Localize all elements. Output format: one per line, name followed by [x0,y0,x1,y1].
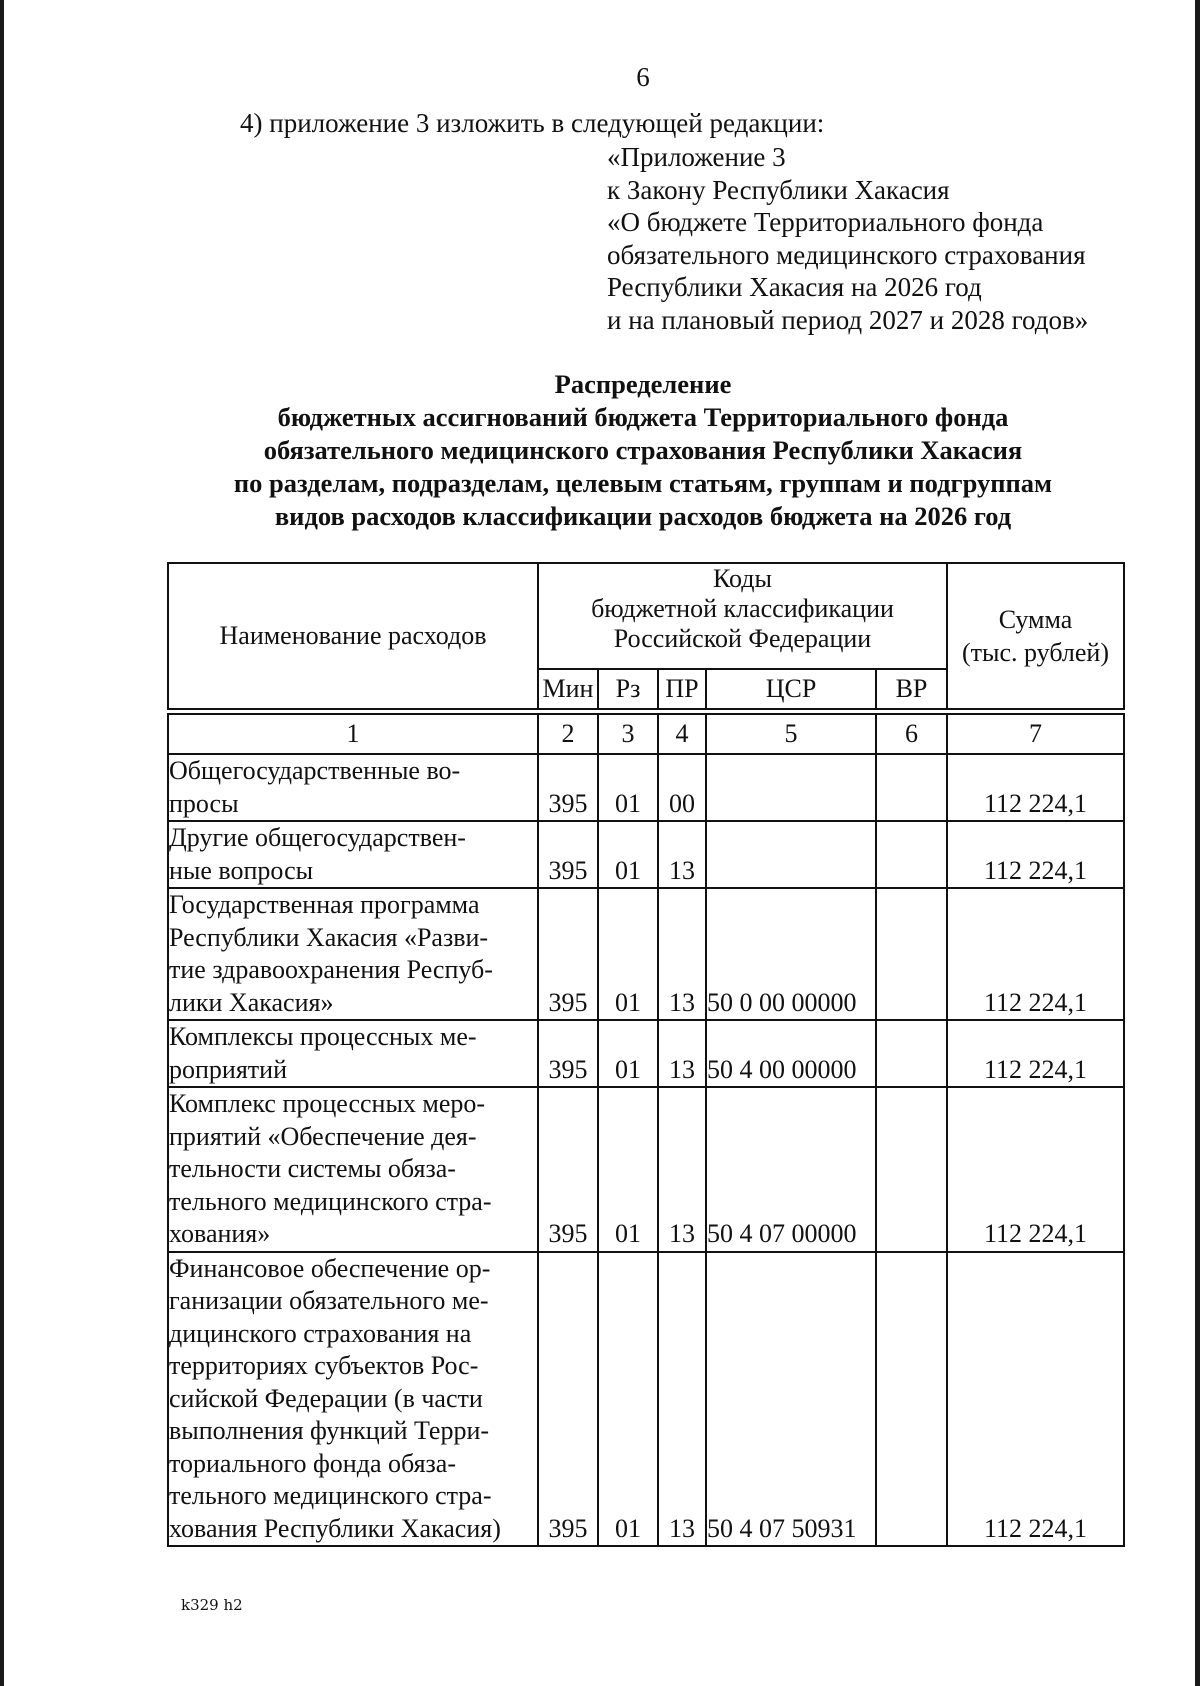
column-number: 5 [706,714,876,754]
table-row [168,1020,1124,1087]
code-vr [876,754,947,821]
column-header-sum [947,563,1124,709]
appendix-line: и на плановый период 2027 и 2028 годов» [607,304,1089,335]
column-number: 3 [598,714,658,754]
expense-name-line: Комплекс процессных меро- [169,1089,486,1118]
expense-name-line: Комплексы процессных ме- [169,1022,477,1051]
code-min: 395 [538,821,598,888]
code-rz: 01 [598,821,658,888]
code-vr [876,1252,947,1547]
code-csr [706,821,876,888]
code-rz: 01 [598,754,658,821]
sum-header-line: (тыс. рублей) [961,638,1109,667]
code-rz: 01 [598,1020,658,1087]
code-min: 395 [538,1087,598,1252]
table-row [168,1087,1124,1252]
code-csr: 50 4 07 50931 [706,1252,876,1547]
document-heading [160,368,1126,533]
intro-paragraph: 4) приложение 3 изложить в следующей редакции: [240,108,825,138]
expense-name [168,1252,538,1547]
expense-name-line: Финансовое обеспечение ор- [169,1253,491,1283]
table-row [168,821,1124,888]
code-min: 395 [538,754,598,821]
amount: 112 224,1 [947,1252,1124,1547]
column-header-rz: Рз [598,669,658,709]
table-row [168,754,1124,821]
amount: 112 224,1 [947,754,1124,821]
expense-name-line: тельного медицинского стра- [169,1481,492,1510]
code-min: 395 [538,888,598,1020]
appendix-line: «О бюджете Территориального фонда [607,207,1044,237]
code-min: 395 [538,1252,598,1547]
column-header-vr: ВР [876,669,947,709]
expense-name-line: лики Хакасия» [169,987,334,1017]
heading-line: по разделам, подразделам, целевым статьям, группам и подгруппам [233,468,1053,498]
codes-header-line: Российской Федерации [613,624,872,653]
appendix-line: обязательного медицинского страхования [607,239,1086,270]
expense-name [168,1020,538,1087]
column-number: 1 [168,714,538,754]
expense-name-line: роприятий [169,1054,287,1084]
expense-name-line: сийской Федерации (в части [169,1383,483,1413]
expense-name-line: территориях субъектов Рос- [169,1351,479,1380]
expense-name-line: хования» [169,1219,271,1248]
expense-name-line: Республики Хакасия «Разви- [169,922,489,952]
code-rz: 01 [598,1252,658,1547]
expense-name-line: Другие общегосударствен- [169,823,466,852]
code-pr: 13 [658,821,706,888]
heading-line: бюджетных ассигнований бюджета Территориального фонда [277,402,1009,432]
code-csr: 50 0 00 00000 [706,888,876,1020]
table-row [168,1252,1124,1547]
amount: 112 224,1 [947,1087,1124,1252]
footer-document-code: k329 h2 [181,1596,243,1614]
column-number: 4 [658,714,706,754]
expense-name-line: ториального фонда обяза- [169,1448,457,1478]
expense-name-line: просы [169,788,239,818]
appendix-reference [607,141,1088,336]
code-pr: 13 [658,1252,706,1547]
budget-table [167,562,1125,1547]
column-header-csr: ЦСР [706,669,876,709]
expense-name-line: выполнения функций Терри- [169,1416,490,1445]
expense-name-line: Государственная программа [169,890,480,919]
column-header-min: Мин [538,669,598,709]
column-number: 6 [876,714,947,754]
column-number: 7 [947,714,1124,754]
codes-header-line: Коды [713,564,772,593]
code-csr: 50 4 00 00000 [706,1020,876,1087]
code-min: 395 [538,1020,598,1087]
sum-header-line: Сумма [998,605,1073,634]
expense-name-line: приятий «Обеспечение дея- [169,1121,477,1151]
expense-name-line: хования Республики Хакасия) [169,1513,501,1543]
expense-name [168,754,538,821]
code-vr [876,1020,947,1087]
expense-name-line: дицинского страхования на [169,1318,472,1348]
expense-name [168,1087,538,1252]
heading-line: обязательного медицинского страхования Республики Хакасия [263,435,1023,465]
code-pr: 00 [658,754,706,821]
expense-name [168,821,538,888]
page-number: 6 [636,62,650,92]
code-csr [706,754,876,821]
codes-header-line: бюджетной классификации [591,594,894,623]
appendix-line: Республики Хакасия на 2026 год [607,272,982,302]
column-numbering-row [168,714,1124,754]
code-pr: 13 [658,1087,706,1252]
scan-edge-right [1195,0,1200,1686]
scan-edge-left [0,0,4,1686]
code-vr [876,821,947,888]
expense-name-line: тие здравоохранения Респуб- [169,955,493,984]
expense-name-line: ные вопросы [169,855,314,885]
expense-name-line: тельности системы обяза- [169,1154,456,1183]
amount: 112 224,1 [947,821,1124,888]
appendix-line: к Закону Республики Хакасия [607,174,950,205]
code-pr: 13 [658,888,706,1020]
code-rz: 01 [598,1087,658,1252]
heading-line: видов расходов классификации расходов бюджета на 2026 год [274,501,1012,531]
amount: 112 224,1 [947,888,1124,1020]
expense-name [168,888,538,1020]
appendix-line: «Приложение 3 [607,142,786,172]
table-row [168,888,1124,1020]
column-header-pr: ПР [658,669,706,709]
code-vr [876,1087,947,1252]
heading-line: Распределение [554,369,732,399]
code-csr: 50 4 07 00000 [706,1087,876,1252]
expense-name-line: ганизации обязательного ме- [169,1286,489,1315]
expense-name-line: тельного медицинского стра- [169,1186,492,1216]
column-header-name: Наименование расходов [168,563,538,709]
expense-name-line: Общегосударственные во- [169,756,461,785]
column-number: 2 [538,714,598,754]
column-header-codes [538,563,947,669]
code-pr: 13 [658,1020,706,1087]
code-vr [876,888,947,1020]
amount: 112 224,1 [947,1020,1124,1087]
code-rz: 01 [598,888,658,1020]
